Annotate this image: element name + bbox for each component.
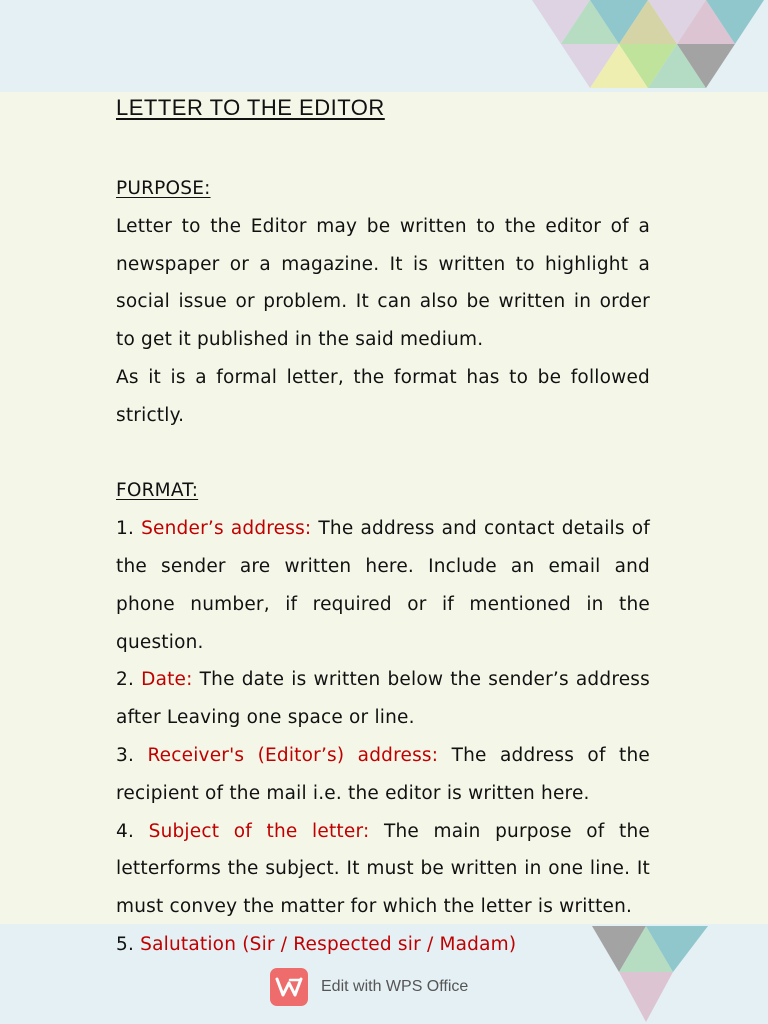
document-content (116, 92, 650, 964)
triangle-pattern-bottom-decoration (588, 926, 712, 1024)
format-item-text: The main purpose of the letterforms the subject. It must be written in one line. It must convey the matter for which the letter is written. (116, 820, 650, 918)
format-item-salutation (116, 926, 650, 964)
purpose-paragraph: As it is a formal letter, the format has to be followed strictly. (116, 366, 650, 426)
format-item-label: Receiver's (Editor’s) address: (147, 744, 439, 766)
format-item-date (116, 661, 650, 737)
wps-office-logo-icon (270, 968, 308, 1006)
format-item-text: The date is written below the sender’s address after Leaving one space or line. (116, 669, 650, 729)
format-item-number: 2. (116, 669, 135, 691)
format-item-subject (116, 813, 650, 926)
format-item-label: Date: (141, 669, 193, 691)
format-item-number: 1. (116, 518, 135, 540)
format-item-number: 5. (116, 933, 135, 955)
edit-with-wps-office-label: Edit with WPS Office (321, 978, 469, 995)
format-item-text: The address of the recipient of the mail i.e. the editor is written here. (116, 744, 650, 804)
format-item-number: 4. (116, 820, 135, 842)
format-item-text: The address and contact details of the sender are written here. Include an email and phone number, if required or if mentioned in the question. (116, 518, 650, 653)
format-item-label: Subject of the letter: (148, 820, 370, 842)
edit-with-wps-office-button[interactable] (270, 968, 468, 1006)
format-item-senders-address (116, 510, 650, 661)
purpose-heading: PURPOSE: (116, 178, 211, 199)
format-item-label: Sender’s address: (141, 518, 312, 540)
format-heading: FORMAT: (116, 480, 199, 502)
page-title: LETTER TO THE EDITOR (116, 95, 385, 120)
purpose-paragraph: Letter to the Editor may be written to the editor of a newspaper or a magazine. It is written to highlight a social issue or problem. It can also be written in order to get it published in the said medium. (116, 215, 650, 351)
triangle-pattern-top-decoration (532, 0, 768, 96)
format-item-receivers-address (116, 737, 650, 813)
format-item-number: 3. (116, 744, 135, 766)
format-item-label: Salutation (Sir / Respected sir / Madam) (140, 933, 517, 955)
